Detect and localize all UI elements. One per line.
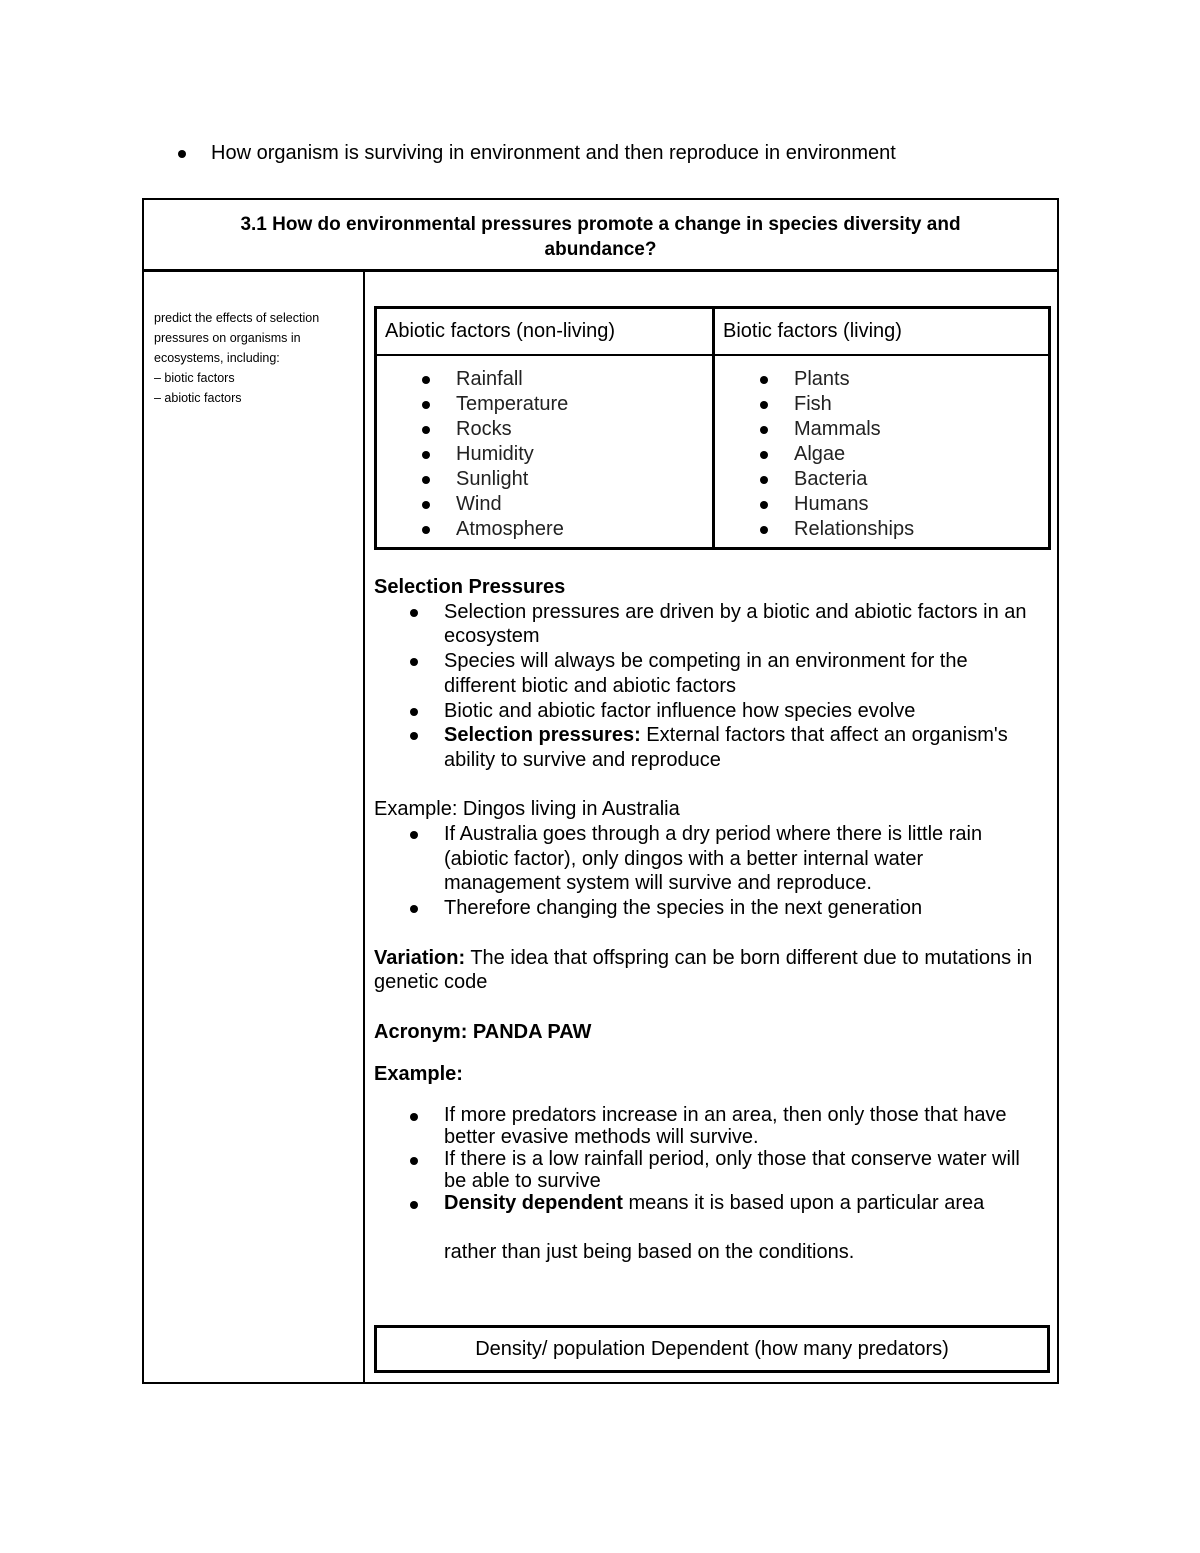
list-item: Humans [760,492,914,517]
list-item: Species will always be competing in an environment for the different biotic and abiotic factors [410,649,1054,698]
factors-table [374,306,1051,550]
bullet-icon [410,609,418,617]
biotic-list [760,367,914,542]
syllabus-line: predict the effects of selection [154,311,320,325]
bullet-icon [760,401,768,409]
bullet-icon [760,501,768,509]
bullet-icon [422,476,430,484]
selection-pressures-title: Selection Pressures [374,576,566,598]
bullet-icon [410,708,418,716]
list-item: Atmosphere [422,517,568,542]
density-box: Density/ population Dependent (how many predators) [374,1325,1050,1373]
heading-line-1: 3.1 How do environmental pressures promote a change in species diversity and [240,214,961,235]
abiotic-list [422,367,568,542]
biotic-header: Biotic factors (living) [723,320,902,342]
list-item: Plants [760,367,914,392]
bullet-icon [410,905,418,913]
bullet-icon [410,732,418,740]
list-item: Mammals [760,417,914,442]
top-bullet [178,142,896,165]
list-item: Bacteria [760,467,914,492]
list-item: If Australia goes through a dry period where there is little rain (abiotic factor), only dingos with a better internal water management system will survive and reproduce. [410,822,1054,896]
syllabus-line: pressures on organisms in [154,331,301,345]
divider [712,309,715,547]
syllabus-line: – biotic factors [154,371,235,385]
term-bold: Selection pressures: [444,724,641,747]
list-item: Biotic and abiotic factor influence how species evolve [410,699,1054,724]
list-item: Humidity [422,442,568,467]
example-title: Example: [374,1063,463,1086]
list-item: Wind [422,492,568,517]
bullet-icon [422,526,430,534]
list-item: Density dependent means it is based upon a particular area [410,1192,1054,1214]
bullet-icon [760,376,768,384]
abiotic-header: Abiotic factors (non-living) [385,320,616,342]
list-item: Relationships [760,517,914,542]
continuation-text: rather than just being based on the conditions. [444,1241,855,1264]
term-bold: Density dependent [444,1192,623,1215]
list-item: Therefore changing the species in the next generation [410,896,1054,921]
table-heading [144,200,1057,272]
bullet-icon [422,376,430,384]
list-item: Algae [760,442,914,467]
notes-content [374,575,1054,1265]
bullet-icon [422,426,430,434]
syllabus-column [144,272,365,1382]
bullet-icon [178,150,186,158]
bullet-icon [422,401,430,409]
bullet-icon [422,451,430,459]
syllabus-line: ecosystems, including: [154,351,280,365]
bullet-icon [760,476,768,484]
bullet-icon [410,1157,418,1165]
term-bold: Variation: [374,946,466,969]
list-item: Fish [760,392,914,417]
dingo-example-title: Example: Dingos living in Australia [374,798,680,821]
list-item: Selection pressures: External factors that affect an organism's ability to survive and reproduce [410,723,1054,772]
list-item: Selection pressures are driven by a biotic and abiotic factors in an ecosystem [410,600,1054,649]
list-item: Rocks [422,417,568,442]
bullet-icon [760,526,768,534]
heading-line-2: abundance? [544,239,657,260]
acronym: Acronym: PANDA PAW [374,1020,592,1043]
list-item: If there is a low rainfall period, only those that conserve water will be able to survive [410,1148,1054,1192]
bullet-icon [760,426,768,434]
bullet-icon [410,658,418,666]
list-item: Temperature [422,392,568,417]
bullet-icon [410,1113,418,1121]
list-item: If more predators increase in an area, then only those that have better evasive methods will survive. [410,1104,1054,1148]
bullet-icon [422,501,430,509]
syllabus-line: – abiotic factors [154,391,242,405]
list-item: Rainfall [422,367,568,392]
bullet-icon [410,831,418,839]
list-item: Sunlight [422,467,568,492]
variation-definition: Variation: The idea that offspring can be born different due to mutations in genetic code [374,946,1033,994]
top-bullet-text: How organism is surviving in environment and then reproduce in environment [211,142,896,164]
bullet-icon [410,1201,418,1209]
bullet-icon [760,451,768,459]
